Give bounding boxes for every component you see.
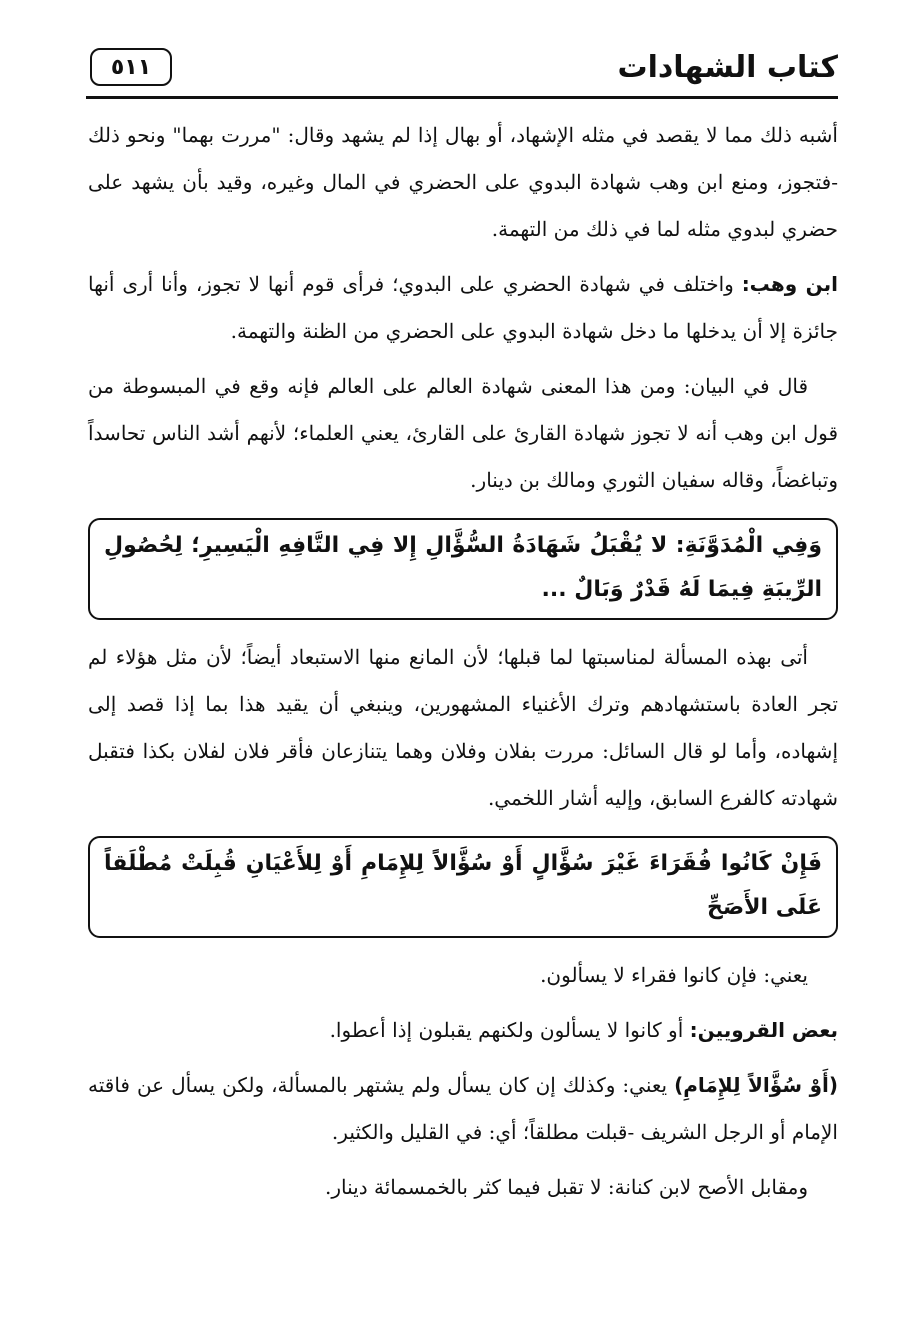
paragraph-3 [88, 363, 838, 504]
paragraph-5-text: يعني: فإن كانوا فقراء لا يسألون. [540, 963, 808, 987]
paragraph-7 [88, 1062, 838, 1156]
paragraph-4-text: أتى بهذه المسألة لمناسبتها لما قبلها؛ لأن المانع منها الاستبعاد أيضاً؛ لأن مثل هؤلاء لم تجر العادة باستشهادهم وترك الأغنياء المشهورين، وينبغي أن يقيد هذا بما إذا قصد إلى إشهاده، وأما لو قال السائل: مررت بفلان وفلان وهما يتنازعان فأقر فلان لفلان بكذا فتقبل شهادته كالفرع السابق، وإليه أشار اللخمي. [88, 645, 838, 810]
page-number: ٥١١ [90, 48, 172, 86]
paragraph-3-text: قال في البيان: ومن هذا المعنى شهادة العالم على العالم فإنه وقع في المبسوطة من قول ابن وهب أنه لا تجوز شهادة القارئ على القارئ، يعني العلماء؛ لأنهم أشد الناس تحاسداً وتباغضاً، وقاله سفيان الثوري ومالك بن دينار. [88, 374, 838, 492]
paragraph-6 [88, 1007, 838, 1054]
book-title: كتاب الشهادات [617, 50, 838, 85]
paragraph-4 [88, 634, 838, 822]
matn-box-2: فَإِنْ كَانُوا فُقَرَاءَ غَيْرَ سُؤَّالٍ أَوْ سُؤَّالاً لِلإِمَامِ أَوْ لِلأَعْيَانِ قُبِلَتْ مُطْلَقاً عَلَى الأَصَحِّ [88, 836, 838, 938]
paragraph-7-matn: (أَوْ سُؤَّالاً لِلإِمَامِ) [674, 1073, 838, 1097]
paragraph-8-text: ومقابل الأصح لابن كنانة: لا تقبل فيما كثر بالخمسمائة دينار. [325, 1175, 808, 1199]
paragraph-2-text: واختلف في شهادة الحضري على البدوي؛ فرأى قوم أنها لا تجوز، وأنا أرى أنها جائزة إلا أن يدخلها ما دخل شهادة البدوي على الحضري من الظنة والتهمة. [88, 272, 838, 343]
paragraph-1 [88, 112, 838, 253]
header-divider [86, 96, 838, 99]
paragraph-1-text: أشبه ذلك مما لا يقصد في مثله الإشهاد، أو بهال إذا لم يشهد وقال: "مررت بهما" ونحو ذلك -فتجوز، ومنع ابن وهب شهادة البدوي على الحضري في المال وغيره، وقيد بأن يشهد على حضري لبدوي مثله لما في ذلك من التهمة. [88, 123, 838, 241]
page-header [86, 48, 838, 98]
paragraph-8 [88, 1164, 838, 1211]
paragraph-5 [88, 952, 838, 999]
paragraph-2 [88, 261, 838, 355]
page-body [88, 112, 838, 1219]
paragraph-6-text: أو كانوا لا يسألون ولكنهم يقبلون إذا أعطوا. [329, 1018, 690, 1042]
paragraph-2-lead: ابن وهب: [741, 272, 839, 296]
matn-box-1: وَفِي الْمُدَوَّنَةِ: لا يُقْبَلُ شَهَادَةُ السُّؤَّالِ إِلا فِي التَّافِهِ الْيَسِيرِ؛ لِحُصُولِ الرِّيبَةِ فِيمَا لَهُ قَدْرٌ وَبَالٌ ... [88, 518, 838, 620]
paragraph-6-lead: بعض القرويين: [689, 1018, 838, 1042]
paragraph-7-text: يعني: وكذلك إن كان يسأل ولم يشتهر بالمسألة، ولكن يسأل عن فاقته الإمام أو الرجل الشريف -قبلت مطلقاً؛ أي: في القليل والكثير. [88, 1073, 838, 1144]
